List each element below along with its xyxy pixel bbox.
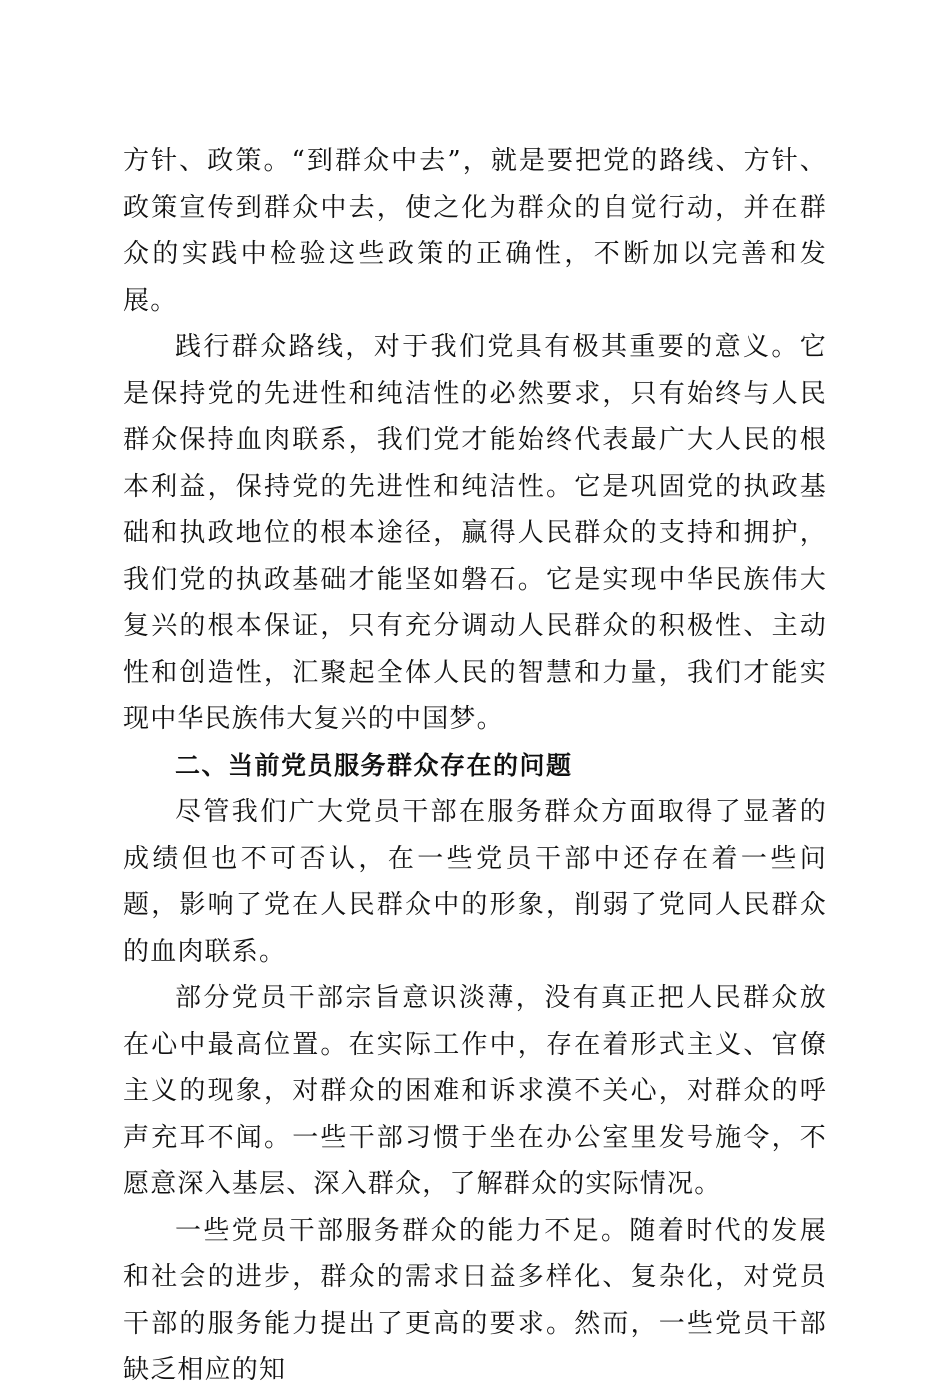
section-heading-current-problems: 二、当前党员服务群众存在的问题 bbox=[175, 750, 573, 780]
paragraph-weak-purpose-awareness: 部分党员干部宗旨意识淡薄，没有真正把人民群众放在心中最高位置。在实际工作中，存在着形式主义、官僚主义的现象，对群众的困难和诉求漠不关心，对群众的呼声充耳不闻。一些干部习惯于坐在办公室里发号施令，不愿意深入基层、深入群众，了解群众的实际情况。 bbox=[123, 983, 827, 1199]
document-body bbox=[123, 138, 827, 1394]
paragraph-problems-intro: 尽管我们广大党员干部在服务群众方面取得了显著的成绩但也不可否认，在一些党员干部中还存在着一些问题，影响了党在人民群众中的形象，削弱了党同人民群众的血肉联系。 bbox=[123, 797, 827, 967]
paragraph-continuation: 方针、政策。“到群众中去”，就是要把党的路线、方针、政策宣传到群众中去，使之化为群众的自觉行动，并在群众的实践中检验这些政策的正确性，不断加以完善和发展。 bbox=[123, 146, 827, 316]
paragraph-insufficient-service-ability: 一些党员干部服务群众的能力不足。随着时代的发展和社会的进步，群众的需求日益多样化、复杂化，对党员干部的服务能力提出了更高的要求。然而，一些党员干部缺乏相应的知 bbox=[123, 1215, 827, 1385]
paragraph-mass-line-significance: 践行群众路线，对于我们党具有极其重要的意义。它是保持党的先进性和纯洁性的必然要求，只有始终与人民群众保持血肉联系，我们党才能始终代表最广大人民的根本利益，保持党的先进性和纯洁性。它是巩固党的执政基础和执政地位的根本途径，赢得人民群众的支持和拥护，我们党的执政基础才能坚如磐石。它是实现中华民族伟大复兴的根本保证，只有充分调动人民群众的积极性、主动性和创造性，汇聚起全体人民的智慧和力量，我们才能实现中华民族伟大复兴的中国梦。 bbox=[123, 332, 827, 734]
